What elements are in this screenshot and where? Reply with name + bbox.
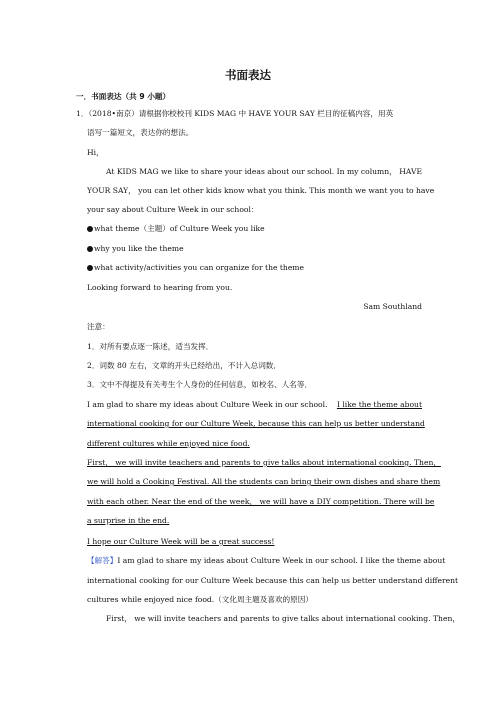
- question-prompt-line-2: 语写一篇短文，表达你的想法。: [87, 128, 194, 137]
- notes-label: 注意：: [87, 322, 110, 331]
- essay-line-5: we will hold a Cooking Festival. All the students can bring their own dishes and share them: [87, 477, 441, 486]
- note-item: 1．对所有要点逐一陈述，适当发挥．: [87, 342, 214, 351]
- bullet-icon: [87, 246, 93, 252]
- letter-paragraph-line-2: YOUR SAY， you can let other kids know what you think. This month we want you to have: [87, 186, 435, 195]
- letter-greeting: Hi，: [87, 148, 104, 157]
- essay-line-8: I hope our Culture Week will be a great success!: [87, 537, 275, 546]
- essay-line-6: with each other. Near the end of the week， we will have a DIY competition. There will be: [87, 497, 435, 506]
- letter-paragraph-line-1: At KIDS MAG we like to share your ideas about our school. In my column， HAVE: [106, 167, 422, 176]
- essay-line-7: a surprise in the end.: [87, 516, 170, 525]
- essay-line-1: I am glad to share my ideas about Culture Week in our school. I like the theme about: [87, 400, 422, 409]
- answer-label: 【解答】: [87, 556, 118, 565]
- answer-line-3: cultures while enjoyed nice food.（文化周主题及喜欢的原因）: [87, 595, 313, 604]
- answer-line-4: First， we will invite teachers and parents to give talks about international cooking. Then，: [106, 614, 460, 623]
- answer-line-2: international cooking for our Culture Week because this can help us better understand different: [87, 576, 459, 585]
- list-item: why you like the theme: [87, 244, 184, 254]
- letter-closing: Looking forward to hearing from you.: [87, 283, 233, 292]
- letter-paragraph-line-3: your say about Culture Week in our school：: [87, 205, 259, 214]
- page-title: 书面表达: [225, 68, 271, 82]
- note-item: 3．文中不得提及有关考生个人身份的任何信息，如校名、人名等．: [87, 380, 313, 389]
- letter-signature: Sam Southland: [363, 302, 422, 311]
- bullet-icon: [87, 265, 93, 271]
- note-item: 2．词数 80 左右，文章的开头已经给出，不计入总词数．: [87, 361, 281, 370]
- list-item: what theme（主题）of Culture Week you like: [87, 224, 265, 234]
- answer-line-1: 【解答】 I am glad to share my ideas about Culture Week in our school. I like the theme about: [87, 556, 446, 565]
- essay-line-2: international cooking for our Culture Week, because this can help us better understand: [87, 419, 425, 428]
- essay-line-3: different cultures while enjoyed nice food.: [87, 439, 250, 448]
- bullet-icon: [87, 226, 93, 232]
- essay-line-4: First， we will invite teachers and parents to give talks about international cooking. Then，: [87, 458, 441, 467]
- question-prompt-line-1: 1．（2018•南京）请根据你校校刊 KIDS MAG 中 HAVE YOUR SAY 栏目的征稿内容，用英: [76, 109, 394, 118]
- list-item: what activity/activities you can organize for the theme: [87, 263, 304, 273]
- section-heading: 一．书面表达（共 9 小题）: [76, 92, 171, 101]
